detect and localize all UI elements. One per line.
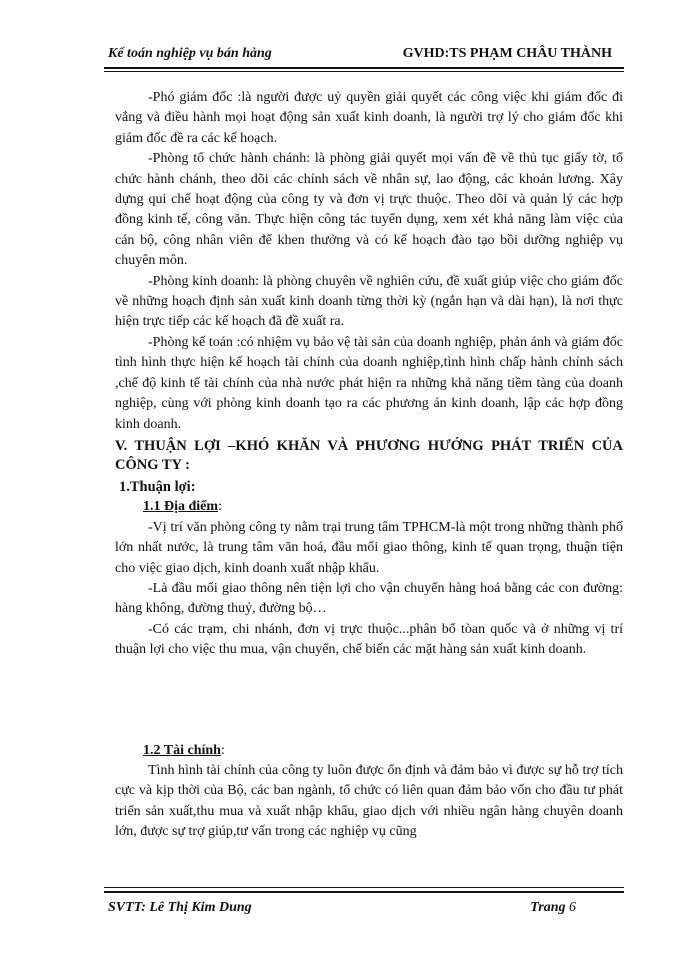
paragraph-location-1: -Vị trí văn phòng công ty nằm trại trung tâm TPHCM-là một trong những thành phố lớn nhất nước, là trung tâm văn hoá, đầu mối giao thông, kinh tế quan trọng, thuận tiện cho việc giao dịch, kinh doanh xuất nhập khẩu. [115, 519, 623, 576]
paragraph-finance: Tình hình tài chính của công ty luôn được ổn định và đảm bảo vì được sự hỗ trợ tích cực và kịp thời của Bộ, các ban ngành, tổ chức có liên quan đảm bảo vốn cho đầu tư phát triển sản xuất,thu mua và xuất nhập khẩu, giao dịch với nhiều ngân hàng chuyên doanh lớn, được sự trợ giúp,tư vấn trong các nghiệp vụ cũng [115, 762, 623, 840]
subheading-finance-colon: : [220, 742, 225, 758]
header-advisor: GVHD:TS PHẠM CHÂU THÀNH [402, 46, 612, 61]
footer-rule [104, 891, 624, 893]
paragraph-business-dept: -Phòng kinh doanh: là phòng chuyên về nghiên cứu, đề xuất giúp việc cho giám đốc về những hoạch định sản xuất kinh doanh từng thời kỳ (ngắn hạn và dài hạn), là nơi thực hiện trực tiếp các kế hoạch đã đề xuất ra. [115, 273, 623, 330]
page-number [530, 900, 576, 916]
subheading-location-colon: : [218, 499, 222, 515]
subheading-location [115, 497, 623, 517]
subheading-finance-title: 1.2 Tài chính [143, 742, 221, 758]
subheading-advantages: 1.Thuận lợi: [119, 478, 196, 495]
page-header [104, 44, 624, 66]
page-body [115, 88, 623, 843]
subheading-finance [115, 741, 623, 761]
subheading-location-title: 1.1 Địa điểm [143, 499, 219, 515]
footer-student: SVTT: Lê Thị Kim Dung [108, 900, 252, 915]
paragraph-accounting-dept: -Phòng kế toán :có nhiệm vụ bảo vệ tài sản của doanh nghiệp, phản ánh và giám đốc tình hình thực hiện kế hoạch tài chính của doanh nghiệp,tình hình chấp hành chính sách ,chế độ kinh tế tài chính của nhà nước phát hiện ra những khả năng tiềm tàng của doanh nghiệp, cùng với phòng kinh doanh tạo ra các phương án kinh doanh, lập các hợp đồng kinh doanh. [115, 334, 623, 432]
page-number-value: 6 [569, 900, 576, 915]
page-label: Trang [530, 900, 566, 915]
paragraph-admin-dept: -Phòng tổ chức hành chánh: là phòng giải quyết mọi vấn đề về thủ tục giấy tờ, tổ chức hành chánh, theo dõi các chính sách về nhân sự, lao động, các khoản lương. Xây dựng qui chế hoạt động của công ty và đơn vị trực thuộc. Theo dõi và quản lý các hợp đồng kinh tế, công văn. Thực hiện công tác tuyển dụng, xem xét khả năng làm việc của cán bộ, công nhân viên để khen thưởng và có kế hoạch đào tạo bồi dưỡng nghiệp vụ chuyên môn. [115, 151, 623, 269]
paragraph-location-2: -Là đầu mối giao thông nên tiện lợi cho vận chuyển hàng hoá bằng các con đường: hàng không, đường thuỷ, đường bộ… [115, 580, 623, 617]
blank-space [115, 661, 623, 741]
header-rule [104, 67, 624, 69]
header-rule-thin [104, 71, 624, 72]
page-footer [104, 898, 624, 920]
header-title: Kế toán nghiệp vụ bán hàng [108, 46, 272, 61]
paragraph-vice-director: -Phó giám đốc :là người được uỷ quyền giải quyết các công việc khi giám đốc đi vắng và điều hành mọi hoạt động sản xuất kinh doanh, là người trợ lý cho giám đốc khi giám đốc đề ra các kế hoạch. [115, 90, 623, 146]
section-heading-v: V. THUẬN LỢI –KHÓ KHĂN VÀ PHƯƠNG HƯỚNG PHÁT TRIỂN CỦA CÔNG TY : [115, 437, 623, 473]
paragraph-location-3: -Có các trạm, chi nhánh, đơn vị trực thuộc...phân bổ tòan quốc và ở những vị trí thuận lợi cho việc thu mua, vận chuyển, chế biến các mặt hàng sản xuất kinh doanh. [115, 621, 623, 658]
footer-rule-thin [104, 887, 624, 888]
